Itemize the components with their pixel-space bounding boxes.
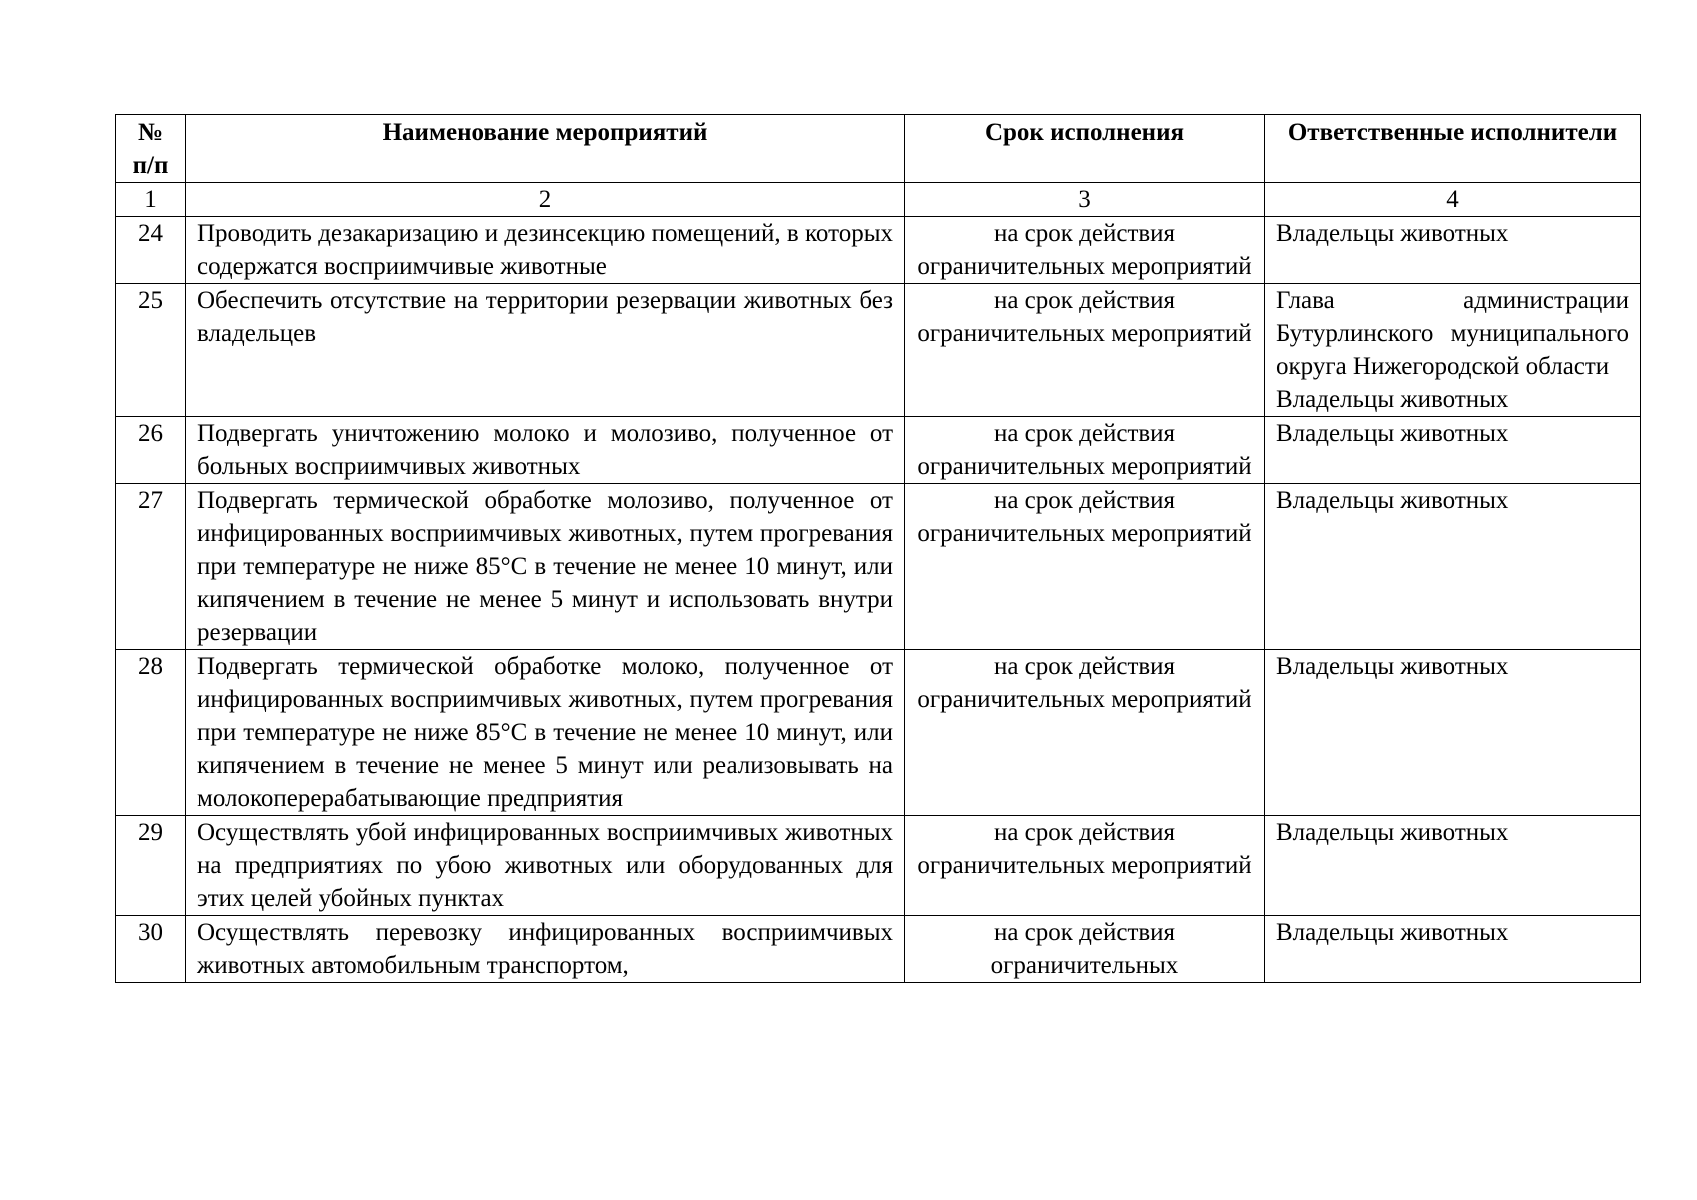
column-index-row bbox=[116, 183, 1641, 217]
table-row bbox=[116, 217, 1641, 284]
table-row bbox=[116, 816, 1641, 916]
column-index: 1 bbox=[116, 183, 186, 217]
deadline: на срок действия ограничительных мероприятий bbox=[905, 650, 1265, 816]
header-responsible: Ответственные исполнители bbox=[1265, 115, 1641, 183]
deadline: на срок действия ограничительных мероприятий bbox=[905, 417, 1265, 484]
table-row bbox=[116, 916, 1641, 983]
row-number: 25 bbox=[116, 284, 186, 417]
row-number: 26 bbox=[116, 417, 186, 484]
responsible bbox=[1265, 484, 1641, 650]
measure-name: Подвергать уничтожению молоко и молозиво, полученное от больных восприимчивых животных bbox=[186, 417, 905, 484]
measure-name: Подвергать термической обработке молоко, полученное от инфицированных восприимчивых животных, путем прогревания при температуре не ниже 85°С в течение не менее 10 минут, или кипячением в течение не менее 5 минут или реализовывать на молокоперерабатывающие предприятия bbox=[186, 650, 905, 816]
deadline: на срок действия ограничительных bbox=[905, 916, 1265, 983]
column-index: 3 bbox=[905, 183, 1265, 217]
responsible-party: Владельцы животных bbox=[1276, 653, 1509, 680]
responsible bbox=[1265, 417, 1641, 484]
table-row bbox=[116, 484, 1641, 650]
responsible-party: Владельцы животных bbox=[1276, 386, 1509, 413]
deadline: на срок действия ограничительных мероприятий bbox=[905, 816, 1265, 916]
column-index: 2 bbox=[186, 183, 905, 217]
measure-name: Осуществлять перевозку инфицированных восприимчивых животных автомобильным транспортом, bbox=[186, 916, 905, 983]
row-number: 27 bbox=[116, 484, 186, 650]
table-row bbox=[116, 284, 1641, 417]
measure-name: Подвергать термической обработке молозиво, полученное от инфицированных восприимчивых животных, путем прогревания при температуре не ниже 85°С в течение не менее 10 минут, или кипячением в течение не менее 5 минут и использовать внутри резервации bbox=[186, 484, 905, 650]
column-index: 4 bbox=[1265, 183, 1641, 217]
measure-name: Обеспечить отсутствие на территории резервации животных без владельцев bbox=[186, 284, 905, 417]
responsible-party: Владельцы животных bbox=[1276, 919, 1509, 946]
responsible-party: Владельцы животных bbox=[1276, 220, 1509, 247]
responsible-party: Владельцы животных bbox=[1276, 487, 1509, 514]
table-row bbox=[116, 417, 1641, 484]
header-deadline: Срок исполнения bbox=[905, 115, 1265, 183]
row-number: 24 bbox=[116, 217, 186, 284]
row-number: 28 bbox=[116, 650, 186, 816]
row-number: 29 bbox=[116, 816, 186, 916]
deadline: на срок действия ограничительных мероприятий bbox=[905, 217, 1265, 284]
measure-name: Осуществлять убой инфицированных восприимчивых животных на предприятиях по убою животных или оборудованных для этих целей убойных пунктах bbox=[186, 816, 905, 916]
deadline: на срок действия ограничительных мероприятий bbox=[905, 284, 1265, 417]
responsible bbox=[1265, 217, 1641, 284]
responsible bbox=[1265, 816, 1641, 916]
responsible-party: Владельцы животных bbox=[1276, 420, 1509, 447]
responsible bbox=[1265, 650, 1641, 816]
table-row bbox=[116, 650, 1641, 816]
header-measure-name: Наименование мероприятий bbox=[186, 115, 905, 183]
measure-name: Проводить дезакаризацию и дезинсекцию помещений, в которых содержатся восприимчивые животные bbox=[186, 217, 905, 284]
measures-table bbox=[115, 114, 1641, 983]
responsible-party: Владельцы животных bbox=[1276, 819, 1509, 846]
header-number: № п/п bbox=[116, 115, 186, 183]
responsible-party: Глава администрации Бутурлинского муниципального округа Нижегородской области bbox=[1276, 287, 1629, 380]
deadline: на срок действия ограничительных мероприятий bbox=[905, 484, 1265, 650]
header-row bbox=[116, 115, 1641, 183]
responsible bbox=[1265, 284, 1641, 417]
responsible bbox=[1265, 916, 1641, 983]
row-number: 30 bbox=[116, 916, 186, 983]
